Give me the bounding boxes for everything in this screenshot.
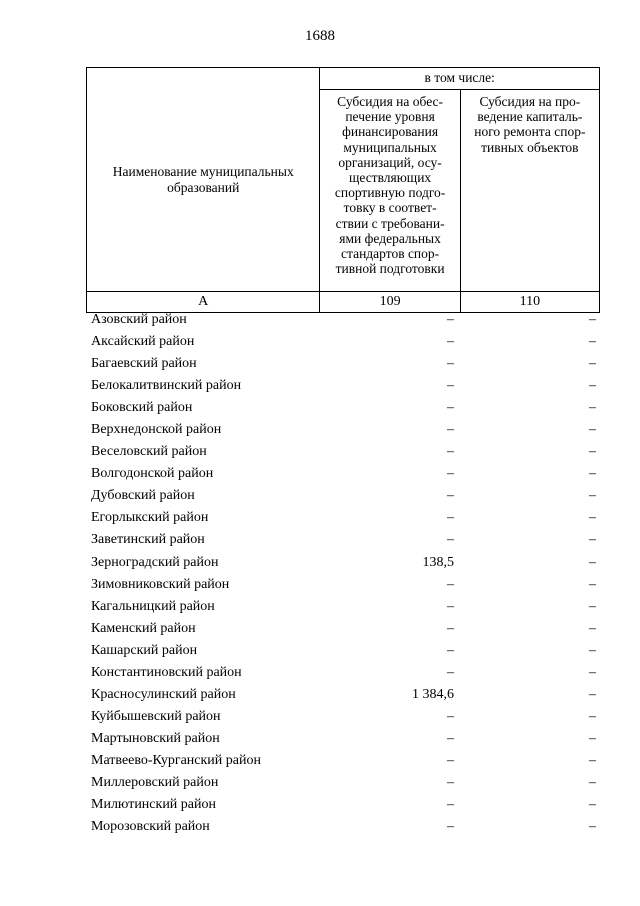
column-number-a: А [87,292,320,313]
header-line: Субсидия на про- [479,94,581,109]
table-row [91,375,596,397]
municipality-name: Аксайский район [91,334,195,350]
value-col-110: – [589,378,596,394]
value-col-110: – [589,488,596,504]
header-line: ведение капиталь- [477,109,583,125]
header-line: печение уровня [345,109,435,125]
table-body [91,309,596,838]
column-header-subsidy-training [320,90,460,292]
table-row [91,706,596,728]
header-line: спортивную подго- [334,185,446,201]
value-col-110: – [589,598,596,614]
municipality-name: Веселовский район [91,444,207,460]
value-col-110: – [589,797,596,813]
header-line: тивной подготовки [335,261,445,277]
value-col-109: – [447,532,454,548]
municipality-name: Каменский район [91,620,196,636]
municipality-name: Красносулинский район [91,686,236,702]
column-header-subsidy-repair [460,90,599,292]
table-row [91,463,596,485]
table-row [91,750,596,772]
table-row [91,772,596,794]
column-number-109: 109 [320,292,460,313]
header-line: финансирования [342,124,439,140]
value-col-109: – [447,708,454,724]
value-col-110: – [589,532,596,548]
table-row [91,485,596,507]
table-row [91,529,596,551]
municipality-name: Егорлыкский район [91,510,209,526]
value-col-110: – [589,774,596,790]
value-col-110: – [589,819,596,835]
table-row [91,816,596,838]
table-row [91,552,596,574]
value-col-110: – [589,686,596,702]
table-row [91,419,596,441]
value-col-109: – [447,312,454,327]
column-header-name: Наименование муниципальных образований [87,68,320,292]
value-col-110: – [589,642,596,658]
value-col-110: – [589,334,596,350]
municipality-name: Верхнедонской район [91,422,222,438]
header-line: муниципальных [343,139,437,155]
value-col-110: – [589,312,596,327]
column-header-including: в том числе: [320,68,600,90]
value-col-110: – [589,708,596,724]
value-col-109: – [447,400,454,416]
table-row [91,507,596,529]
municipality-name: Миллеровский район [91,774,219,790]
value-col-109: – [447,466,454,482]
subsidy-training-text [322,94,457,276]
value-col-110: – [589,356,596,372]
value-col-110: – [589,620,596,636]
table-row [91,684,596,706]
value-col-110: – [589,554,596,570]
value-col-109: – [447,488,454,504]
municipality-name: Дубовский район [91,488,195,504]
header-line: организаций, осу- [338,154,442,170]
value-col-109: – [447,510,454,526]
municipality-name: Азовский район [91,312,187,327]
municipality-name: Матвеево-Курганский район [91,752,261,768]
value-col-109: – [447,620,454,636]
page-number: 1688 [305,28,335,44]
column-number-110: 110 [460,292,599,313]
value-col-110: – [589,730,596,746]
value-col-109: – [447,797,454,813]
value-col-110: – [589,400,596,416]
value-col-109: – [447,356,454,372]
value-col-110: – [589,422,596,438]
value-col-109: – [447,752,454,768]
municipality-name: Зерноградский район [91,554,219,570]
value-col-109: – [447,774,454,790]
value-col-110: – [589,664,596,680]
municipality-name: Морозовский район [91,819,210,835]
value-col-109: – [447,664,454,680]
municipality-name: Зимовниковский район [91,576,230,592]
table-header [86,67,600,313]
value-col-109: – [447,444,454,460]
header-line: ного ремонта спор- [474,124,586,140]
municipality-name: Белокалитвинский район [91,378,242,394]
municipality-name: Куйбышевский район [91,708,221,724]
value-col-110: – [589,466,596,482]
header-line: ществляющих [348,170,432,186]
municipality-name: Заветинский район [91,532,205,548]
header-line: Субсидия на обес- [337,94,444,109]
table-row [91,441,596,463]
value-col-109: – [447,730,454,746]
header-line: товку в соответ- [343,200,437,216]
table-row [91,574,596,596]
subsidy-repair-text [463,94,597,155]
value-col-110: – [589,444,596,460]
header-line: ствии с требовани- [335,215,445,231]
value-col-110: – [589,576,596,592]
table-row [91,596,596,618]
value-col-109: 1 384,6 [412,686,454,702]
municipality-name: Кашарский район [91,642,198,658]
table-row [91,397,596,419]
value-col-109: – [447,819,454,835]
municipality-name: Багаевский район [91,356,197,372]
municipality-name: Константиновский район [91,664,242,680]
municipality-name: Волгодонской район [91,466,214,482]
table-row [91,618,596,640]
table-row [91,794,596,816]
value-col-110: – [589,510,596,526]
municipality-name: Кагальницкий район [91,598,215,614]
municipality-name: Боковский район [91,400,193,416]
table-row [91,353,596,375]
value-col-109: – [447,422,454,438]
municipality-name: Милютинский район [91,797,217,813]
value-col-109: 138,5 [422,554,454,570]
table-row [91,728,596,750]
value-col-109: – [447,642,454,658]
table-row [91,640,596,662]
value-col-110: – [589,752,596,768]
value-col-109: – [447,378,454,394]
header-line: ями федеральных [339,230,441,246]
value-col-109: – [447,576,454,592]
value-col-109: – [447,598,454,614]
header-line: тивных объектов [481,139,579,155]
table-row [91,309,596,331]
value-col-109: – [447,334,454,350]
table-row [91,331,596,353]
header-line: стандартов спор- [341,246,440,262]
municipality-name: Мартыновский район [91,730,220,746]
table-row [91,662,596,684]
